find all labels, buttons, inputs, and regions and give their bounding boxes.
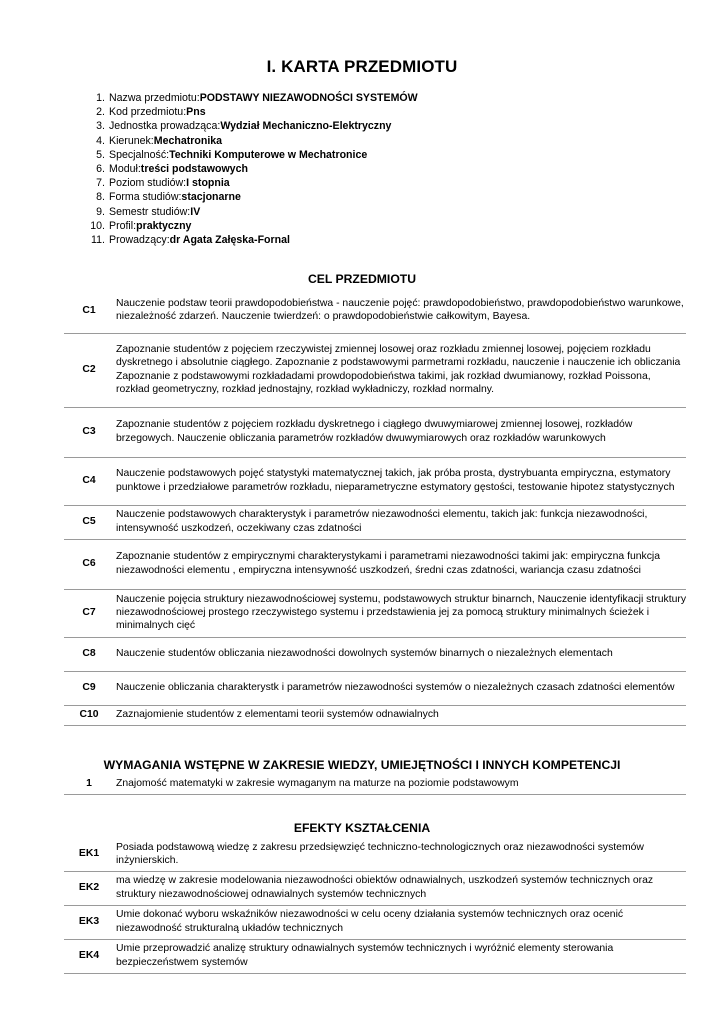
row-code: C5	[64, 505, 114, 539]
info-number: 4.	[96, 134, 105, 147]
info-label: Nazwa przedmiotu:	[109, 92, 200, 104]
info-number: 5.	[96, 148, 105, 161]
table-row	[64, 871, 686, 905]
row-code: C9	[64, 671, 114, 705]
info-item	[82, 105, 642, 119]
info-value: treści podstawowych	[140, 162, 248, 175]
row-code: C10	[64, 705, 114, 725]
info-value: praktyczny	[136, 219, 192, 232]
row-text: Zapoznanie studentów z pojęciem rozkładu dyskretnego i ciągłego dwuwymiarowej zmiennej losowej, rozkładów brzegowych. Nauczenie obliczania parametrów rozkładów dwuwymiarowych oraz rozkładów warunkowych	[114, 407, 686, 457]
info-item	[82, 176, 642, 190]
row-text: Umie dokonać wyboru wskaźników niezawodności w celu oceny działania systemów technicznych oraz ocenić niezawodność strukturalną układów technicznych	[114, 905, 686, 939]
info-label: Kierunek:	[109, 134, 154, 147]
row-code: C4	[64, 457, 114, 505]
info-number: 1.	[96, 92, 105, 104]
table-row	[64, 333, 686, 407]
row-text: Zapoznanie studentów z empirycznymi charakterystykami i parametrami niezawodności takimi jak: empiryczna funkcja niezawodności elementu , empiryczna intensywność uszkodzeń, średni czas zdatności, wariancja czasu zdatności	[114, 539, 686, 589]
outcomes-section-title: EFEKTY KSZTAŁCENIA	[293, 821, 431, 835]
info-item	[82, 190, 642, 204]
row-text: Znajomość matematyki w zakresie wymaganym na maturze na poziomie podstawowym	[114, 775, 686, 794]
info-label: Jednostka prowadząca:	[109, 120, 221, 133]
row-text: Nauczenie obliczania charakterystk i parametrów niezawodności systemów o niezależnych czasach zdatności elementów	[114, 671, 686, 705]
info-number: 7.	[96, 177, 105, 190]
prereq-table	[64, 775, 686, 795]
info-item	[82, 134, 642, 148]
row-text: Umie przeprowadzić analizę struktury odnawialnych systemów technicznych i wyróżnić elementy sterowania bezpieczeństwem systemów	[114, 939, 686, 973]
table-row	[64, 939, 686, 973]
row-code: C3	[64, 407, 114, 457]
table-row	[64, 671, 686, 705]
info-label: Semestr studiów:	[109, 205, 191, 218]
goals-table	[64, 289, 686, 726]
course-info-list	[82, 91, 642, 247]
row-text: Nauczenie podstawowych charakterystyk i parametrów niezawodności elementu, takich jak: funkcja niezawodności, intensywność uszkodzeń, oczekiwany czas zdatności	[114, 505, 686, 539]
info-item	[82, 233, 642, 247]
info-value: Techniki Komputerowe w Mechatronice	[169, 148, 368, 161]
info-item	[82, 148, 642, 162]
table-row	[64, 905, 686, 939]
row-code: C6	[64, 539, 114, 589]
info-value: IV	[190, 205, 201, 218]
info-number: 10.	[90, 219, 105, 232]
row-text: Nauczenie podstaw teorii prawdopodobieństwa - nauczenie pojęć: prawdopodobieństwo, prawdopodobieństwo warunkowe, niezależność zdarzeń. Nauczenie twierdzeń: o prawdopodobieństwie całkowitym, Bayesa.	[114, 289, 686, 333]
row-code: C8	[64, 637, 114, 671]
info-value: Pns	[186, 106, 206, 119]
table-row	[64, 589, 686, 637]
info-number: 6.	[96, 162, 105, 175]
table-row	[64, 539, 686, 589]
row-code: EK4	[64, 939, 114, 973]
row-code: EK2	[64, 871, 114, 905]
info-label: Specjalność:	[109, 148, 170, 161]
info-label: Profil:	[109, 219, 137, 232]
row-text: Posiada podstawową wiedzę z zakresu przedsięwzięć techniczno-technologicznych oraz niezawodności systemów inżynierskich.	[114, 838, 686, 871]
info-number: 8.	[96, 191, 105, 204]
row-text: Nauczenie podstawowych pojęć statystyki matematycznej takich, jak próba prosta, dystrybuanta empiryczna, estymatory punktowe i przedziałowe parametrów rozkładu, nieparametryczne estymatory gęstości, testowanie hipotez statystycznych	[114, 457, 686, 505]
row-code: C7	[64, 589, 114, 637]
row-text: Nauczenie studentów obliczania niezawodności dowolnych systemów binarnych o niezależnych elementach	[114, 637, 686, 671]
row-code: C2	[64, 333, 114, 407]
table-row	[64, 637, 686, 671]
goals-section-title: CEL PRZEDMIOTU	[307, 272, 417, 286]
info-label: Moduł:	[109, 162, 141, 175]
table-row	[64, 775, 686, 794]
info-label: Forma studiów:	[109, 191, 182, 204]
row-text: Nauczenie pojęcia struktury niezawodnościowej systemu, podstawowych struktur binarnch, Nauczenie identyfikacji struktury niezawodnościowej prostego rzeczywistego systemu i przedstawienia jej za pomocą struktury minimalnych ścieżek i minimalnych cięć	[114, 589, 686, 637]
info-item	[82, 205, 642, 219]
info-item	[82, 219, 642, 233]
info-item	[82, 91, 642, 105]
info-label: Kod przedmiotu:	[109, 106, 187, 119]
outcomes-table	[64, 838, 686, 974]
info-value: PODSTAWY NIEZAWODNOŚCI SYSTEMÓW	[199, 92, 418, 104]
table-row	[64, 838, 686, 871]
info-value: stacjonarne	[181, 191, 241, 204]
table-row	[64, 457, 686, 505]
row-code: EK3	[64, 905, 114, 939]
info-item	[82, 119, 642, 133]
row-code: 1	[64, 775, 114, 794]
page-title: I. KARTA PRZEDMIOTU	[266, 57, 458, 76]
info-number: 2.	[96, 106, 105, 119]
table-row	[64, 505, 686, 539]
table-row	[64, 705, 686, 725]
info-value: dr Agata Załęska-Fornal	[169, 233, 290, 246]
info-value: I stopnia	[186, 177, 230, 190]
prereq-section-title: WYMAGANIA WSTĘPNE W ZAKRESIE WIEDZY, UMIEJĘTNOŚCI I INNYCH KOMPETENCJI	[103, 758, 621, 772]
info-label: Poziom studiów:	[109, 177, 187, 190]
info-number: 9.	[96, 205, 105, 218]
table-row	[64, 407, 686, 457]
info-label: Prowadzący:	[109, 233, 170, 246]
info-value: Mechatronika	[153, 134, 223, 147]
info-number: 3.	[96, 120, 105, 133]
info-value: Wydział Mechaniczno-Elektryczny	[220, 120, 392, 133]
row-text: Zaznajomienie studentów z elementami teorii systemów odnawialnych	[114, 705, 686, 725]
row-text: Zapoznanie studentów z pojęciem rzeczywistej zmiennej losowej oraz rozkładu zmiennej losowej, pojęciem rozkładu dyskretnego i absolutnie ciągłego. Zapoznanie z podstawowymi parmetrami rozkładu, nauczenie i nauczenie ich obliczania Zapoznanie z podstawowymi rozkładadami prowdopodobieństwa takimi, jak rozkład dwumianowy, rozkład Poissona, rozkład geometryczny, rozkład jednostajny, rozkład wykładniczy, rozkład normalny.	[114, 333, 686, 407]
row-code: C1	[64, 289, 114, 333]
row-text: ma wiedzę w zakresie modelowania niezawodności obiektów odnawialnych, uszkodzeń systemów technicznych oraz struktury niezawodnościowej odnawialnych systemów technicznych	[114, 871, 686, 905]
info-number: 11.	[91, 233, 105, 246]
info-item	[82, 162, 642, 176]
table-row	[64, 289, 686, 333]
row-code: EK1	[64, 838, 114, 871]
